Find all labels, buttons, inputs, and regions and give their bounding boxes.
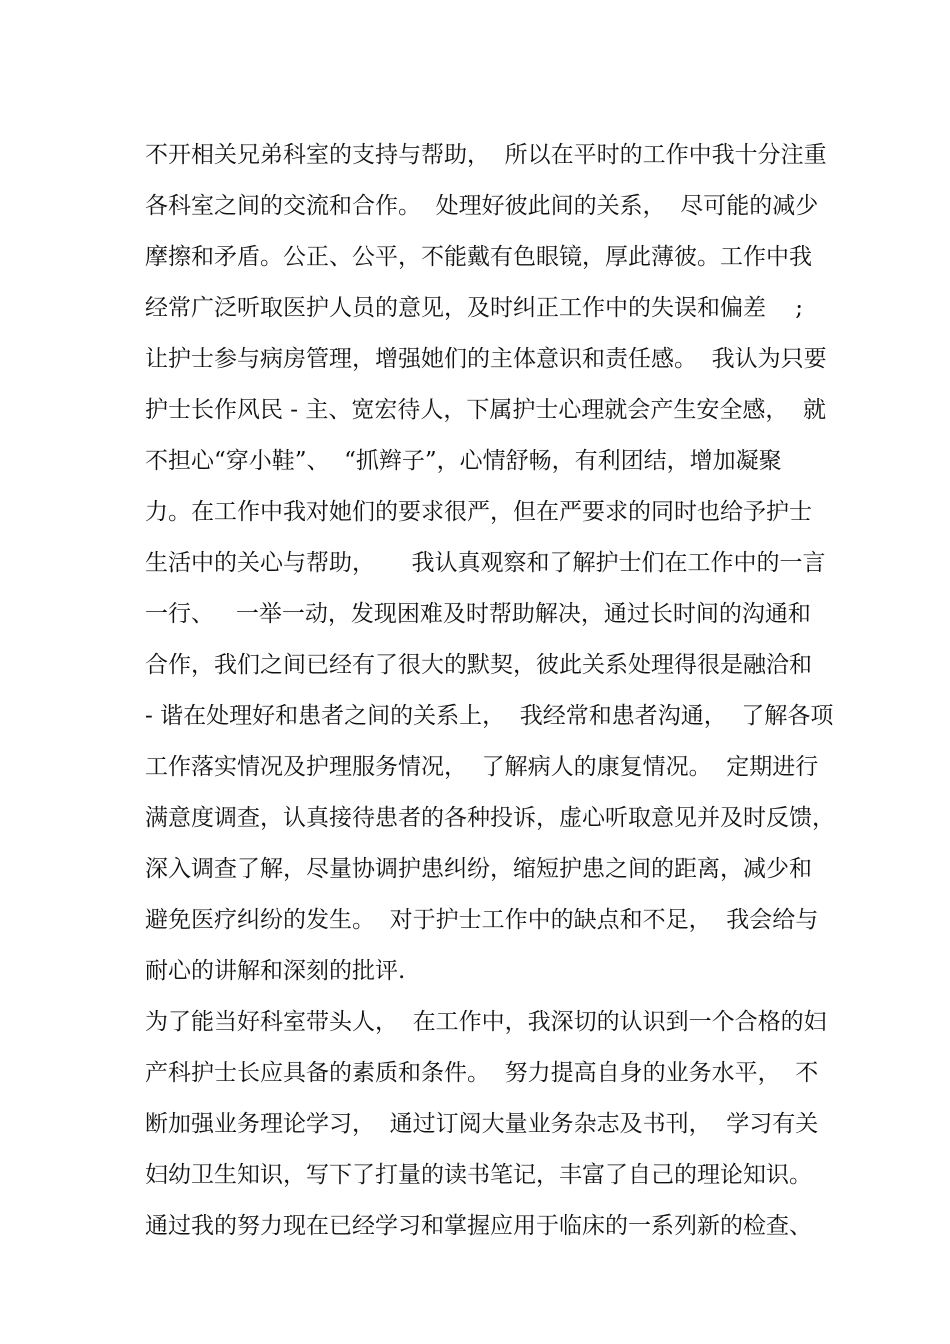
text-line: 让护士参与病房管理，增强她们的主体意识和责任感。 我认为只要	[145, 346, 827, 372]
text-line: 力。在工作中我对她们的要求很严，但在严要求的同时也给予护士	[145, 499, 812, 525]
text-line: 深入调查了解，尽量协调护患纠纷，缩短护患之间的距离，减少和	[145, 856, 812, 882]
text-line: 护士长作风民 - 主、宽宏待人，下属护士心理就会产生安全感， 就	[145, 397, 827, 423]
body-text	[145, 130, 835, 1252]
text-line: 摩擦和矛盾。公正、公平，不能戴有色眼镜，厚此薄彼。工作中我	[145, 244, 812, 270]
text-line: 避免医疗纠纷的发生。 对于护士工作中的缺点和不足， 我会给与	[145, 907, 819, 933]
text-line: - 谐在处理好和患者之间的关系上， 我经常和患者沟通， 了解各项	[145, 703, 834, 729]
text-line: 合作，我们之间已经有了很大的默契，彼此关系处理得很是融洽和	[145, 652, 812, 678]
text-line: 不担心“穿小鞋”、 “抓辫子”，心情舒畅，有利团结，增加凝聚	[145, 448, 782, 474]
text-line: 产科护士长应具备的素质和条件。 努力提高自身的业务水平， 不	[145, 1060, 819, 1086]
text-line: 通过我的努力现在已经学习和掌握应用于临床的一系列新的检查、	[145, 1213, 812, 1239]
text-line: 妇幼卫生知识，写下了打量的读书笔记，丰富了自己的理论知识。	[145, 1162, 812, 1188]
text-line: 生活中的关心与帮助， 我认真观察和了解护士们在工作中的一言	[145, 550, 826, 576]
text-line: 断加强业务理论学习， 通过订阅大量业务杂志及书刊， 学习有关	[145, 1111, 819, 1137]
text-line: 经常广泛听取医护人员的意见，及时纠正工作中的失误和偏差 ;	[145, 295, 803, 321]
text-line: 满意度调查，认真接待患者的各种投诉，虚心听取意见并及时反馈，	[145, 805, 835, 831]
text-line: 一行、 一举一动，发现困难及时帮助解决，通过长时间的沟通和	[145, 601, 811, 627]
text-line: 为了能当好科室带头人， 在工作中，我深切的认识到一个合格的妇	[145, 1009, 827, 1035]
text-line: 不开相关兄弟科室的支持与帮助， 所以在平时的工作中我十分注重	[145, 142, 827, 168]
text-line: 耐心的讲解和深刻的批评.	[145, 958, 406, 984]
text-line: 各科室之间的交流和合作。 处理好彼此间的关系， 尽可能的减少	[145, 193, 819, 219]
text-line: 工作落实情况及护理服务情况， 了解病人的康复情况。 定期进行	[145, 754, 819, 780]
